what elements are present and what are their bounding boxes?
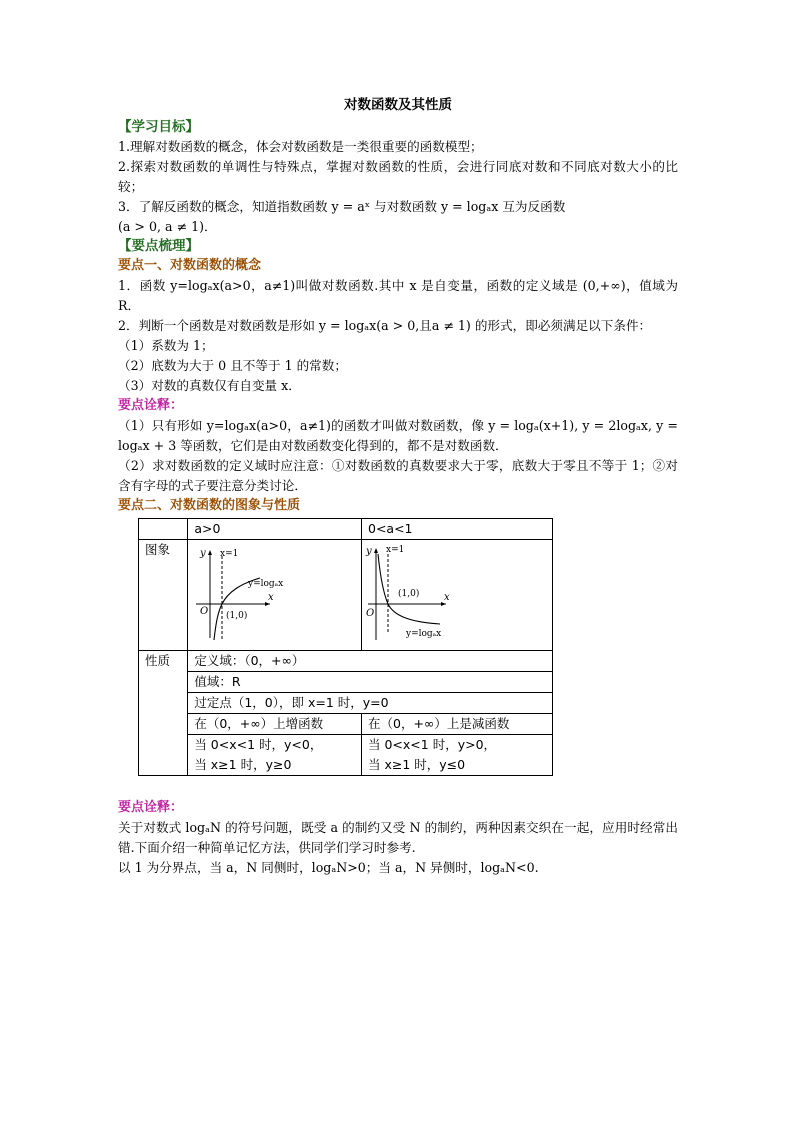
sign-left-line-2: 当 x≥1 时，y≥0 [194, 757, 292, 772]
spacer [118, 776, 678, 798]
y-arrow-icon [208, 550, 212, 555]
prop-range: 值域：R [188, 672, 553, 693]
kp1-line-5: （3）对数的真数仅有自变量 x． [118, 378, 301, 393]
log-graph-decreasing [362, 540, 552, 644]
graph-increasing [188, 540, 362, 651]
kp1-line-2: 2．判断一个函数是对数函数是形如 y = logₐx(a > 0,且a ≠ 1) 的形式，即必须满足以下条件： [118, 318, 652, 333]
prop-mono-decreasing: 在（0，+∞）上是减函数 [362, 714, 553, 735]
asymptote-label: x=1 [386, 545, 405, 555]
y-label: y [200, 548, 206, 559]
graph-decreasing [362, 540, 553, 651]
goal-2: 2.探索对数函数的单调性与特殊点，掌握对数函数的性质，会进行同底对数和不同底对数大小的比较； [118, 159, 678, 194]
note2-line-2: 以 1 为分界点，当 a，N 同侧时，logₐN>0；当 a，N 异侧时，logₐN<0. [118, 860, 539, 875]
note1-line-1: （1）只有形如 y=logₐx(a>0，a≠1)的函数才叫做对数函数，像 y = logₐ(x+1), y = 2logₐx, y = logₐx + 3 等函数，它们是由对数函数变化得到的，都不是对数函数． [118, 418, 678, 453]
note2-title: 要点诠释： [118, 800, 184, 815]
y-label: y [366, 546, 372, 557]
properties-table [138, 518, 553, 776]
origin-label: O [366, 608, 375, 619]
note1-line-2: （2）求对数函数的定义域时应注意：①对数函数的真数要求大于零，底数大于零且不等于 1；②对含有字母的式子要注意分类讨论． [118, 458, 678, 493]
col-header-a-lt-1: 0<a<1 [362, 519, 553, 540]
prop-mono-increasing: 在（0，+∞）上增函数 [188, 714, 362, 735]
y-arrow-icon [374, 548, 378, 553]
kp1-line-1: 1．函数 y=logₐx(a>0，a≠1)叫做对数函数.其中 x 是自变量，函数的定义域是 (0,+∞)，值域为 R． [118, 278, 678, 313]
goals-header: 【学习目标】 [118, 119, 199, 135]
prop-fixed-point: 过定点（1，0），即 x=1 时，y=0 [188, 693, 553, 714]
goal-3-cont: (a > 0, a ≠ 1)． [118, 219, 217, 234]
kp1-line-4: （2）底数为大于 0 且不等于 1 的常数； [118, 358, 347, 373]
kp2-title: 要点二、对数函数的图象与性质 [118, 498, 301, 513]
row-label-props: 性质 [139, 651, 188, 776]
note2-line-1: 关于对数式 logₐN 的符号问题，既受 a 的制约又受 N 的制约，两种因素交织在一起，应用时经常出错.下面介绍一种简单记忆方法，供同学们学习时参考. [118, 820, 678, 855]
curve-label: y=logₐx [406, 629, 442, 639]
goal-3: 3．了解反函数的概念，知道指数函数 y = aˣ 与对数函数 y = logₐx 互为反函数 [118, 199, 566, 214]
prop-domain: 定义域：（0，+∞） [188, 651, 553, 672]
prop-sign-decreasing [362, 735, 553, 776]
curve-label: y=logₐx [248, 579, 284, 589]
point-label: (1,0) [398, 589, 420, 599]
document-page [118, 96, 678, 878]
sign-left-line-1: 当 0<x<1 时，y<0， [194, 737, 323, 752]
goal-1: 1.理解对数函数的概念，体会对数函数是一类很重要的函数模型； [118, 139, 483, 154]
table-corner [139, 519, 188, 540]
note1-title: 要点诠释： [118, 398, 184, 413]
x-label: x [444, 592, 450, 603]
col-header-a-gt-1: a>0 [188, 519, 362, 540]
kp1-line-3: （1）系数为 1； [118, 338, 214, 353]
sign-right-line-2: 当 x≥1 时，y≤0 [368, 757, 466, 772]
sign-right-line-1: 当 0<x<1 时，y>0， [368, 737, 497, 752]
kp1-title: 要点一、对数函数的概念 [118, 258, 262, 273]
row-label-graph: 图象 [139, 540, 188, 651]
point-label: (1,0) [226, 611, 248, 621]
x-label: x [268, 592, 274, 603]
prop-sign-increasing [188, 735, 362, 776]
origin-label: O [200, 606, 209, 617]
page-title: 对数函数及其性质 [344, 97, 452, 113]
keypoints-header: 【要点梳理】 [118, 238, 199, 254]
asymptote-label: x=1 [220, 549, 239, 559]
log-graph-increasing [188, 540, 358, 644]
